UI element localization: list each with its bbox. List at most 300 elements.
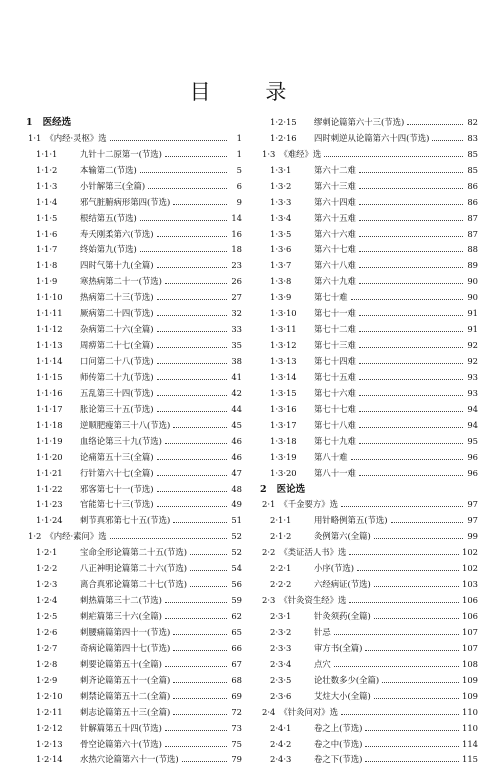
toc-title: 第六十五难 — [314, 213, 356, 224]
toc-leader-dots — [165, 746, 227, 747]
toc-entry[interactable] — [260, 718, 478, 734]
toc-number: 1·1·23 — [26, 499, 76, 510]
toc-entry[interactable] — [260, 367, 478, 383]
toc-title: 血络论第三十九(节选) — [80, 436, 162, 447]
toc-page-number: 106 — [462, 611, 478, 622]
toc-title: 第七十九难 — [314, 436, 356, 447]
toc-leader-dots — [359, 267, 463, 268]
toc-leader-dots — [391, 522, 463, 523]
toc-title: 卷之中(节选) — [314, 739, 362, 750]
toc-page-number: 94 — [466, 404, 478, 415]
toc-title: 师传第二十九(节选) — [80, 372, 154, 383]
toc-entry[interactable] — [26, 335, 242, 351]
toc-entry[interactable] — [260, 287, 478, 303]
toc-entry[interactable] — [26, 271, 242, 287]
toc-leader-dots — [365, 730, 459, 731]
toc-section[interactable] — [260, 144, 478, 160]
toc-leader-dots — [349, 602, 459, 603]
toc-title: 刺疟篇第三十六(全篇) — [80, 611, 162, 622]
toc-entry[interactable] — [26, 431, 242, 447]
page-title: 目 录 — [0, 76, 500, 106]
toc-title: 奇病论篇第四十七(节选) — [80, 643, 170, 654]
toc-number: 1·1·18 — [26, 420, 76, 431]
toc-title: 第七十六难 — [314, 388, 356, 399]
toc-page-number: 89 — [466, 260, 478, 271]
toc-entry[interactable] — [26, 303, 242, 319]
toc-number: 1·2·3 — [26, 579, 76, 590]
toc-number: 1·2·12 — [26, 723, 76, 734]
toc-leader-dots — [365, 746, 459, 747]
toc-number: 1·1·10 — [26, 292, 76, 303]
toc-leader-dots — [165, 618, 227, 619]
toc-title: 刺要论篇第五十(全篇) — [80, 659, 162, 670]
toc-title: 行针第六十七(全篇) — [80, 468, 154, 479]
toc-leader-dots — [165, 666, 227, 667]
toc-title: 第八十一难 — [314, 468, 356, 479]
toc-leader-dots — [173, 204, 227, 205]
toc-number: 1·3·13 — [260, 356, 310, 367]
toc-section[interactable] — [26, 526, 242, 542]
toc-title: 第七十五难 — [314, 372, 356, 383]
toc-entry[interactable] — [26, 686, 242, 702]
toc-entry[interactable] — [260, 463, 478, 479]
toc-entry[interactable] — [260, 670, 478, 686]
toc-leader-dots — [173, 682, 227, 683]
toc-number: 1·1·17 — [26, 404, 76, 415]
toc-number: 2·2 — [260, 547, 275, 558]
toc-page-number: 67 — [230, 659, 242, 670]
toc-number: 1·3·1 — [260, 165, 310, 176]
toc-page-number: 88 — [466, 244, 478, 255]
toc-entry[interactable] — [26, 638, 242, 654]
toc-title: 八正神明论篇第二十六(节选) — [80, 563, 187, 574]
toc-entry[interactable] — [260, 750, 478, 765]
toc-entry[interactable] — [26, 463, 242, 479]
toc-title: 缪刺论篇第六十三(节选) — [314, 117, 404, 128]
toc-number: 1·3·17 — [260, 420, 310, 431]
toc-entry[interactable] — [26, 351, 242, 367]
toc-page-number: 103 — [462, 579, 478, 590]
toc-section[interactable] — [260, 542, 478, 558]
toc-entry[interactable] — [260, 638, 478, 654]
toc-entry[interactable] — [26, 319, 242, 335]
toc-page-number: 90 — [466, 292, 478, 303]
toc-entry[interactable] — [26, 574, 242, 590]
toc-number: 1·1·19 — [26, 436, 76, 447]
toc-number: 1·3·3 — [260, 197, 310, 208]
toc-leader-dots — [341, 714, 459, 715]
toc-title: 热病第二十三(节选) — [80, 292, 154, 303]
toc-section[interactable] — [26, 128, 242, 144]
toc-leader-dots — [359, 236, 463, 237]
toc-page-number: 107 — [462, 643, 478, 654]
toc-entry[interactable] — [26, 654, 242, 670]
toc-entry[interactable] — [260, 128, 478, 144]
toc-page-number: 79 — [230, 754, 242, 765]
toc-page-number: 26 — [230, 276, 242, 287]
toc-entry[interactable] — [260, 510, 478, 526]
toc-title: 杂病第二十六(全篇) — [80, 324, 154, 335]
toc-leader-dots — [359, 204, 463, 205]
toc-entry[interactable] — [26, 224, 242, 240]
toc-leader-dots — [351, 459, 464, 460]
toc-title: 终始第九(节选) — [80, 244, 137, 255]
toc-number: 2·3 — [260, 595, 275, 606]
toc-leader-dots — [359, 411, 463, 412]
toc-title: 骨空论篇第六十(节选) — [80, 739, 162, 750]
toc-number: 1·3·9 — [260, 292, 310, 303]
toc-entry[interactable] — [26, 255, 242, 271]
toc-title: 第六十九难 — [314, 276, 356, 287]
toc-number: 1·1·4 — [26, 197, 76, 208]
toc-page-number: 85 — [466, 149, 478, 160]
toc-page-number: 33 — [230, 324, 242, 335]
toc-number: 1·3·8 — [260, 276, 310, 287]
toc-page-number: 97 — [466, 515, 478, 526]
toc-page-number: 87 — [466, 213, 478, 224]
toc-number: 2·1·2 — [260, 531, 310, 542]
toc-entry[interactable] — [260, 383, 478, 399]
toc-number: 1·1·6 — [26, 229, 76, 240]
toc-leader-dots — [359, 251, 463, 252]
toc-title: 艾炷大小(全篇) — [314, 691, 371, 702]
toc-entry[interactable] — [26, 176, 242, 192]
toc-leader-dots — [173, 522, 227, 523]
toc-entry[interactable] — [26, 415, 242, 431]
toc-entry[interactable] — [260, 176, 478, 192]
toc-title: 邪客第七十一(节选) — [80, 484, 154, 495]
toc-entry[interactable] — [260, 447, 478, 463]
toc-title: 根结第五(节选) — [80, 213, 137, 224]
toc-title: 小序(节选) — [314, 563, 354, 574]
toc-chapter[interactable] — [260, 479, 478, 495]
toc-number: 2·3·6 — [260, 691, 310, 702]
toc-leader-dots — [359, 475, 463, 476]
toc-leader-dots — [374, 618, 459, 619]
toc-title: 寒热病第二十一(节选) — [80, 276, 162, 287]
toc-leader-dots — [359, 427, 463, 428]
toc-entry[interactable] — [260, 431, 478, 447]
toc-entry[interactable] — [26, 399, 242, 415]
toc-number: 2·4·1 — [260, 723, 310, 734]
toc-page-number: 41 — [230, 372, 242, 383]
toc-leader-dots — [365, 761, 459, 762]
toc-leader-dots — [359, 347, 463, 348]
toc-page-number: 65 — [230, 627, 242, 638]
toc-number: 2·2·2 — [260, 579, 310, 590]
toc-number: 1·1 — [26, 133, 41, 144]
toc-section[interactable] — [260, 495, 478, 511]
toc-section[interactable] — [260, 590, 478, 606]
toc-leader-dots — [359, 379, 463, 380]
toc-title: 《针灸资生经》选 — [279, 595, 346, 606]
toc-leader-dots — [173, 650, 227, 651]
toc-entry[interactable] — [260, 240, 478, 256]
toc-page-number: 92 — [466, 356, 478, 367]
toc-title: 五乱第三十四(节选) — [80, 388, 154, 399]
toc-title: 审方书(全篇) — [314, 643, 362, 654]
toc-page-number: 9 — [230, 197, 242, 208]
toc-page-number: 69 — [230, 691, 242, 702]
toc-number: 1·3·12 — [260, 340, 310, 351]
toc-title: 刺齐论篇第五十一(全篇) — [80, 675, 170, 686]
toc-leader-dots — [359, 315, 463, 316]
toc-leader-dots — [359, 443, 463, 444]
toc-leader-dots — [374, 538, 463, 539]
toc-leader-dots — [432, 140, 463, 141]
toc-title: 官能第七十三(节选) — [80, 499, 154, 510]
toc-entry[interactable] — [26, 558, 242, 574]
toc-page-number: 45 — [230, 420, 242, 431]
toc-leader-dots — [334, 634, 459, 635]
toc-entry[interactable] — [260, 351, 478, 367]
toc-entry[interactable] — [260, 686, 478, 702]
toc-entry[interactable] — [26, 670, 242, 686]
toc-page-number: 85 — [466, 165, 478, 176]
toc-entry[interactable] — [26, 590, 242, 606]
toc-title: 口问第二十八(节选) — [80, 356, 154, 367]
toc-page-number: 96 — [466, 468, 478, 479]
toc-leader-dots — [140, 220, 227, 221]
toc-number: 1·1·12 — [26, 324, 76, 335]
toc-number: 1·2·10 — [26, 691, 76, 702]
toc-entry[interactable] — [26, 510, 242, 526]
toc-page-number: 94 — [466, 420, 478, 431]
toc-title: 《难经》选 — [279, 149, 321, 160]
toc-leader-dots — [165, 283, 227, 284]
toc-number: 2·1 — [260, 499, 275, 510]
toc-leader-dots — [157, 411, 227, 412]
toc-entry[interactable] — [260, 415, 478, 431]
toc-number: 2·3·2 — [260, 627, 310, 638]
toc-leader-dots — [324, 156, 463, 157]
toc-page-number: 16 — [230, 229, 242, 240]
toc-entry[interactable] — [260, 271, 478, 287]
toc-page-number: 35 — [230, 340, 242, 351]
toc-entry[interactable] — [260, 255, 478, 271]
toc-number: 1·1·1 — [26, 149, 76, 160]
toc-entry[interactable] — [26, 622, 242, 638]
toc-title: 针灸须药(全篇) — [314, 611, 371, 622]
toc-page-number: 107 — [462, 627, 478, 638]
toc-page-number: 68 — [230, 675, 242, 686]
toc-leader-dots — [157, 299, 227, 300]
toc-entry[interactable] — [26, 383, 242, 399]
toc-page-number: 5 — [230, 165, 242, 176]
toc-title: 刺禁论篇第五十二(全篇) — [80, 691, 170, 702]
toc-entry[interactable] — [26, 702, 242, 718]
toc-title: 刺节真邪第七十五(节选) — [80, 515, 170, 526]
toc-title: 医经选 — [43, 117, 72, 128]
toc-leader-dots — [157, 331, 227, 332]
toc-title: 逆顺肥瘦第三十八(节选) — [80, 420, 170, 431]
toc-number: 1·3·16 — [260, 404, 310, 415]
toc-entry[interactable] — [260, 208, 478, 224]
toc-entry[interactable] — [26, 750, 242, 765]
toc-leader-dots — [157, 347, 227, 348]
toc-leader-dots — [173, 634, 227, 635]
toc-leader-dots — [148, 188, 227, 189]
toc-entry[interactable] — [26, 287, 242, 303]
toc-number: 1·1·7 — [26, 244, 76, 255]
toc-leader-dots — [359, 188, 463, 189]
toc-title: 卷之上(节选) — [314, 723, 362, 734]
toc-title: 本输第二(节选) — [80, 165, 137, 176]
toc-leader-dots — [359, 395, 463, 396]
toc-page-number: 92 — [466, 340, 478, 351]
toc-column-left — [26, 112, 242, 765]
toc-entry[interactable] — [26, 192, 242, 208]
toc-page-number: 46 — [230, 452, 242, 463]
toc-entry[interactable] — [260, 622, 478, 638]
toc-number: 1·2·8 — [26, 659, 76, 670]
toc-entry[interactable] — [26, 208, 242, 224]
toc-entry[interactable] — [26, 495, 242, 511]
toc-leader-dots — [334, 666, 459, 667]
toc-entry[interactable] — [260, 574, 478, 590]
toc-entry[interactable] — [260, 654, 478, 670]
toc-entry[interactable] — [260, 192, 478, 208]
toc-leader-dots — [357, 570, 459, 571]
toc-entry[interactable] — [260, 526, 478, 542]
toc-leader-dots — [157, 363, 227, 364]
toc-page-number: 87 — [466, 229, 478, 240]
toc-page-number: 42 — [230, 388, 242, 399]
toc-title: 第七十三难 — [314, 340, 356, 351]
toc-number: 2·3·3 — [260, 643, 310, 654]
toc-entry[interactable] — [260, 558, 478, 574]
toc-page-number: 82 — [466, 117, 478, 128]
toc-leader-dots — [110, 538, 227, 539]
toc-leader-dots — [374, 586, 459, 587]
toc-number: 1·1·9 — [26, 276, 76, 287]
toc-section[interactable] — [260, 702, 478, 718]
toc-entry[interactable] — [26, 144, 242, 160]
toc-entry[interactable] — [26, 606, 242, 622]
toc-number: 1·2·9 — [26, 675, 76, 686]
toc-title: 九针十二原第一(节选) — [80, 149, 162, 160]
toc-leader-dots — [351, 299, 464, 300]
toc-number: 1·3·2 — [260, 181, 310, 192]
toc-entry[interactable] — [26, 479, 242, 495]
toc-title: 第六十三难 — [314, 181, 356, 192]
toc-number: 1·2·14 — [26, 754, 76, 765]
toc-leader-dots — [359, 283, 463, 284]
toc-number: 1·3·19 — [260, 452, 310, 463]
toc-page-number: 48 — [230, 484, 242, 495]
toc-column-right — [260, 112, 478, 765]
toc-title: 《内经·素问》选 — [45, 531, 106, 542]
toc-number: 1·2·6 — [26, 627, 76, 638]
toc-page-number: 62 — [230, 611, 242, 622]
toc-entry[interactable] — [260, 606, 478, 622]
toc-page-number: 56 — [230, 579, 242, 590]
toc-leader-dots — [157, 236, 227, 237]
toc-page-number: 114 — [462, 739, 478, 750]
toc-title: 寿夭刚柔第六(节选) — [80, 229, 154, 240]
toc-page-number: 52 — [230, 531, 242, 542]
toc-entry[interactable] — [260, 303, 478, 319]
toc-entry[interactable] — [260, 112, 478, 128]
toc-title: 灸例第六(全篇) — [314, 531, 371, 542]
toc-entry[interactable] — [26, 240, 242, 256]
toc-page-number: 93 — [466, 372, 478, 383]
toc-number: 1·2·1 — [26, 547, 76, 558]
toc-entry[interactable] — [260, 335, 478, 351]
toc-title: 第七十七难 — [314, 404, 356, 415]
toc-number: 1·1·3 — [26, 181, 76, 192]
toc-title: 周痹第二十七(全篇) — [80, 340, 154, 351]
toc-leader-dots — [359, 331, 463, 332]
toc-page-number: 75 — [230, 739, 242, 750]
toc-number: 1·1·21 — [26, 468, 76, 479]
toc-number: 2·3·4 — [260, 659, 310, 670]
toc-leader-dots — [190, 554, 227, 555]
toc-leader-dots — [157, 379, 227, 380]
toc-page-number: 99 — [466, 531, 478, 542]
toc-page-number: 91 — [466, 308, 478, 319]
toc-title: 第六十二难 — [314, 165, 356, 176]
toc-title: 离合真邪论篇第二十七(节选) — [80, 579, 187, 590]
toc-leader-dots — [341, 506, 463, 507]
toc-title: 医论选 — [277, 484, 306, 495]
toc-page-number: 66 — [230, 643, 242, 654]
toc-page-number: 47 — [230, 468, 242, 479]
toc-number: 1·1·24 — [26, 515, 76, 526]
toc-page-number: 86 — [466, 181, 478, 192]
toc-number: 1·3·18 — [260, 436, 310, 447]
toc-title: 刺热篇第三十二(节选) — [80, 595, 162, 606]
toc-title: 六经病证(节选) — [314, 579, 371, 590]
toc-number: 1·1·20 — [26, 452, 76, 463]
toc-page-number: 44 — [230, 404, 242, 415]
toc-leader-dots — [157, 267, 227, 268]
toc-page-number: 109 — [462, 691, 478, 702]
toc-page-number: 38 — [230, 356, 242, 367]
toc-chapter[interactable] — [26, 112, 242, 128]
toc-title: 刺志论篇第五十三(全篇) — [80, 707, 170, 718]
toc-entry[interactable] — [26, 367, 242, 383]
toc-page-number: 115 — [462, 754, 478, 765]
toc-title: 第八十难 — [314, 452, 348, 463]
toc-page-number: 1 — [230, 133, 242, 144]
toc-entry[interactable] — [260, 399, 478, 415]
toc-entry[interactable] — [26, 160, 242, 176]
toc-title: 卷之下(节选) — [314, 754, 362, 765]
toc-leader-dots — [190, 570, 227, 571]
toc-entry[interactable] — [260, 224, 478, 240]
toc-entry[interactable] — [260, 319, 478, 335]
toc-entry[interactable] — [26, 542, 242, 558]
toc-entry[interactable] — [26, 718, 242, 734]
toc-leader-dots — [157, 475, 227, 476]
toc-number: 2·4 — [260, 707, 275, 718]
toc-number: 1·3·4 — [260, 213, 310, 224]
toc-title: 胀论第三十五(节选) — [80, 404, 154, 415]
toc-number: 2 — [260, 484, 267, 495]
toc-entry[interactable] — [260, 160, 478, 176]
toc-title: 宝命全形论篇第二十五(节选) — [80, 547, 187, 558]
toc-number: 1·2·15 — [260, 117, 310, 128]
toc-number: 1·2 — [26, 531, 41, 542]
toc-entry[interactable] — [26, 447, 242, 463]
toc-title: 第七十一难 — [314, 308, 356, 319]
toc-number: 1·1·11 — [26, 308, 76, 319]
toc-title: 点穴 — [314, 659, 331, 670]
toc-page-number: 1 — [230, 149, 242, 160]
toc-title: 小针解第三(全篇) — [80, 181, 145, 192]
toc-title: 四时刺逆从论篇第六十四(节选) — [314, 133, 429, 144]
